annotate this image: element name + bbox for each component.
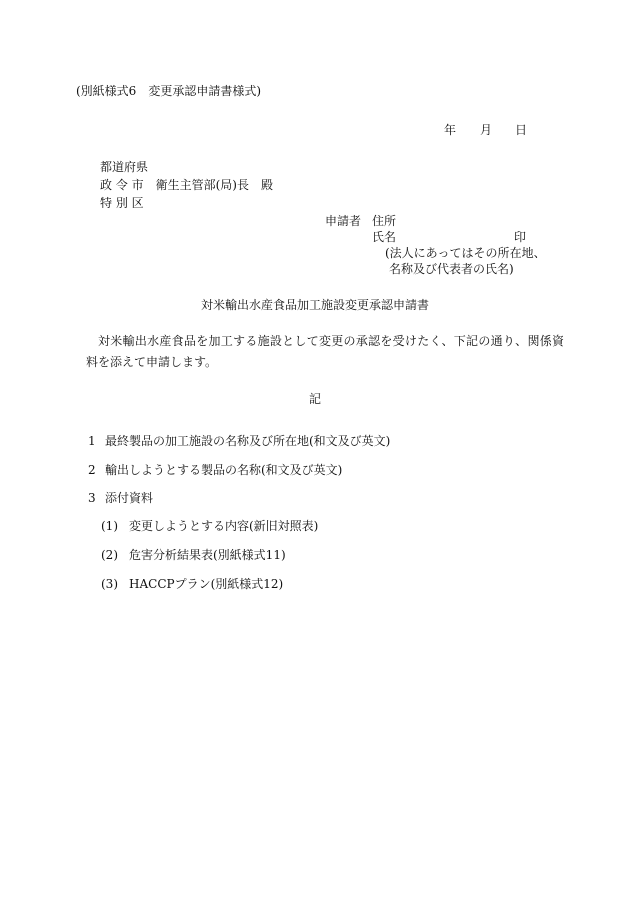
subitem-number: (1) [101, 519, 118, 533]
applicant-seal: 印 [514, 230, 527, 244]
date-day: 日 [515, 123, 528, 137]
applicant-name-label: 氏名 [372, 230, 397, 244]
date-month: 月 [480, 123, 493, 137]
addressee-line1: 都道府県 [100, 160, 149, 174]
applicant-label: 申請者 [325, 214, 362, 228]
subitem-number: (3) [101, 577, 118, 591]
applicant-address-label: 住所 [372, 214, 397, 228]
subitem-text: 危害分析結果表(別紙様式11) [129, 548, 286, 562]
addressee-line3: 特 別 区 [100, 196, 144, 210]
addressee-line2: 政 令 市 衛生主管部(局)長 殿 [100, 178, 273, 192]
item-number: 2 [88, 463, 96, 477]
document-title: 対米輸出水産食品加工施設変更承認申請書 [200, 298, 429, 312]
item-number: 1 [88, 434, 96, 448]
item-text: 添付資料 [105, 491, 154, 505]
subitem-text: HACCPプラン(別紙様式12) [129, 577, 284, 591]
subitem-text: 変更しようとする内容(新旧対照表) [129, 519, 319, 533]
applicant-note-line1: (法人にあってはその所在地、 [385, 246, 546, 260]
subitem-number: (2) [101, 548, 118, 562]
item-number: 3 [88, 491, 96, 505]
applicant-note-line2: 名称及び代表者の氏名) [389, 262, 514, 276]
item-text: 輸出しようとする製品の名称(和文及び英文) [105, 463, 343, 477]
date-year: 年 [444, 123, 457, 137]
form-label: (別紙様式6 変更承認申請書様式) [76, 84, 261, 98]
item-text: 最終製品の加工施設の名称及び所在地(和文及び英文) [105, 434, 391, 448]
ki-heading: 記 [308, 392, 321, 406]
body-paragraph: 対米輸出水産食品を加工する施設として変更の承認を受けたく、下記の通り、関係資料を添えて申請します。 [86, 334, 564, 369]
